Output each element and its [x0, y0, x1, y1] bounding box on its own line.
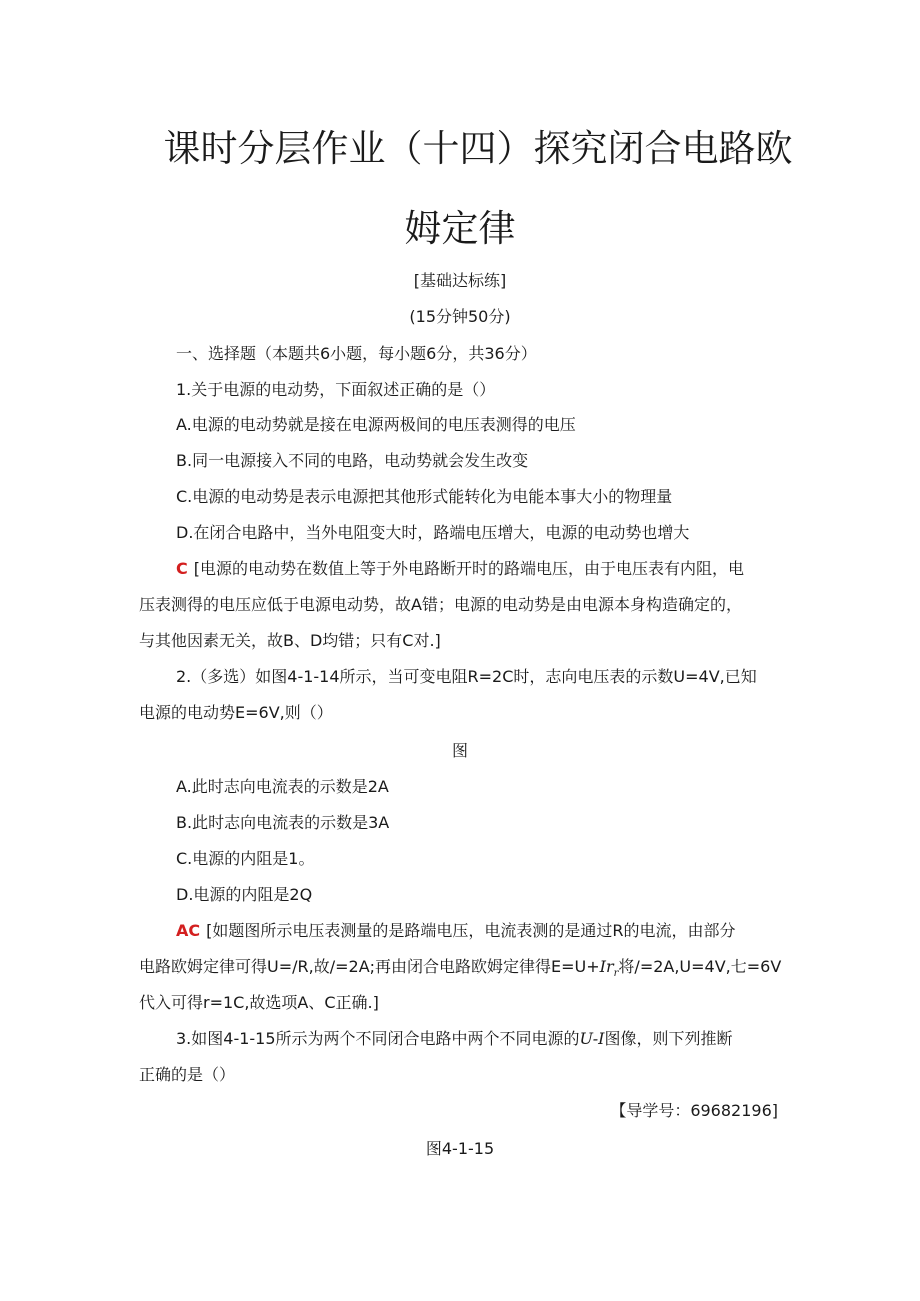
q1-option-c: C.电源的电动势是表示电源把其他形式能转化为电能本事大小的物理量	[176, 487, 673, 506]
q3-formula: U-I	[579, 1029, 605, 1048]
q2-explanation-line-2: 电路欧姆定律可得U=/R,故/=2A;再由闭合电路欧姆定律得$E=U+Ir_r$将/=2A,U=4V,七=6V	[139, 957, 782, 980]
q1-option-b: B.同一电源接入不同的电路，电动势就会发生改变	[176, 451, 529, 470]
q2-option-a: A.此时志向电流表的示数是2A	[176, 777, 389, 796]
q2-stem-line-1: 2.（多选）如图4-1-14所示，当可变电阻R=2C时，志向电压表的示数U=4V,已知	[176, 667, 757, 686]
q1-answer-key: C	[176, 559, 188, 578]
q2-explanation-line-3: 代入可得r=1C,故选项A、C正确.]	[139, 993, 379, 1012]
q3-stem-line-1: 3.如图4-1-15所示为两个不同闭合电路中两个不同电源的U-I图像，则下列推断	[176, 1029, 733, 1048]
q2-option-c: C.电源的内阻是1。	[176, 849, 315, 868]
q1-explanation-line-3: 与其他因素无关，故B、D均错；只有C对.]	[139, 631, 441, 650]
q2-formula: $Ir_r$	[599, 957, 619, 980]
q1-explanation-line-1: C [电源的电动势在数值上等于外电路断开时的路端电压，由于电压表有内阻，电	[176, 559, 744, 578]
q2-answer-key: AC	[176, 921, 201, 940]
q3-stem-line-2: 正确的是（）	[139, 1065, 236, 1084]
q3-figure-label: 图4-1-15	[425, 1139, 495, 1158]
guide-number: 【导学号：69682196]	[610, 1101, 778, 1120]
q2-stem-line-2: 电源的电动势E=6V,则（）	[139, 703, 333, 722]
time-score: (15分钟50分)	[409, 307, 511, 326]
q1-option-a: A.电源的电动势就是接在电源两极间的电压表测得的电压	[176, 415, 576, 434]
page-title-line-2: 姆定律	[404, 207, 516, 250]
part-header: 一、选择题（本题共6小题，每小题6分，共36分）	[176, 344, 537, 363]
q2-option-b: B.此时志向电流表的示数是3A	[176, 813, 390, 832]
q1-option-d: D.在闭合电路中，当外电阻变大时，路端电压增大，电源的电动势也增大	[176, 523, 690, 542]
q1-stem: 1.关于电源的电动势，下面叙述正确的是（）	[176, 380, 496, 399]
q1-explanation-line-2: 压表测得的电压应低于电源电动势，故A错；电源的电动势是由电源本身构造确定的，	[139, 595, 742, 614]
q2-explanation-line-1: AC [如题图所示电压表测量的是路端电压，电流表测的是通过R的电流，由部分	[176, 921, 736, 940]
page-title-line-1: 课时分层作业（十四）探究闭合电路欧	[163, 127, 793, 170]
q2-option-d: D.电源的内阻是2Q	[176, 885, 313, 904]
q2-figure-label: 图	[451, 741, 468, 760]
section-label: [基础达标练]	[413, 271, 507, 290]
